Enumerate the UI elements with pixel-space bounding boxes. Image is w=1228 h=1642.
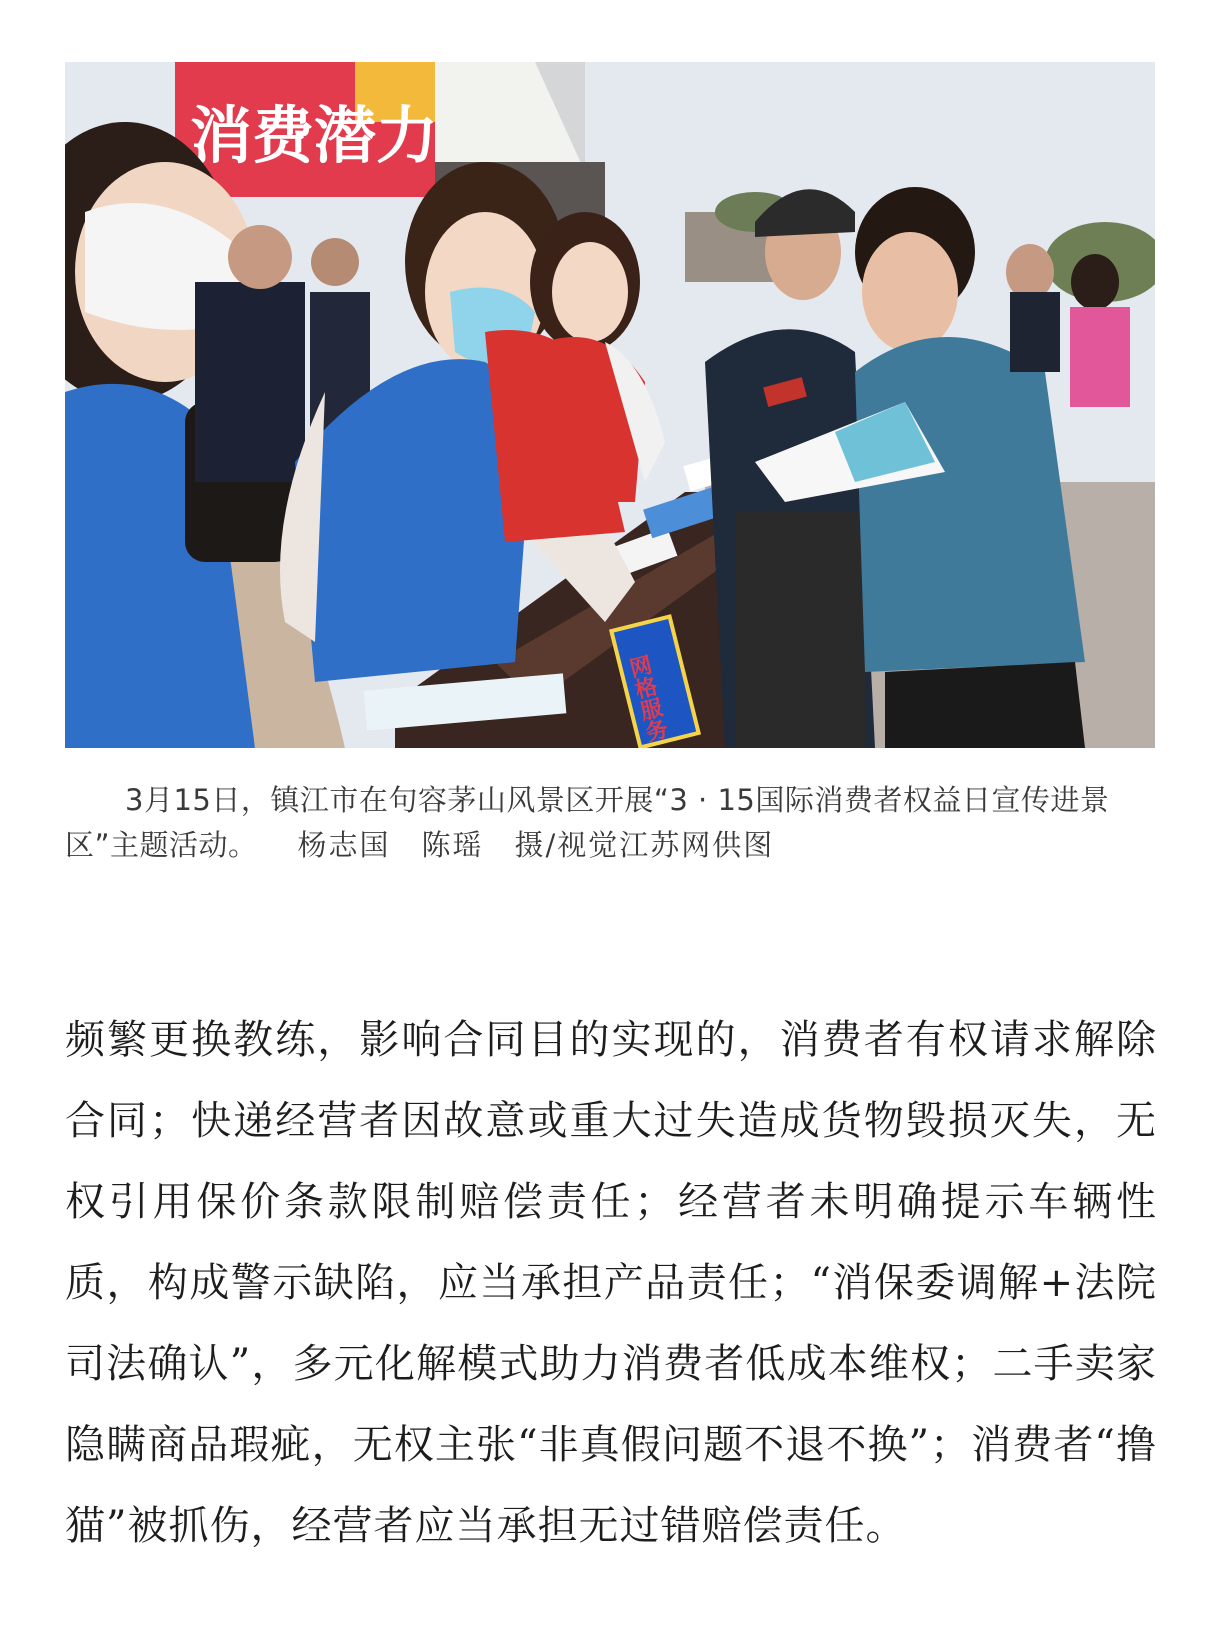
table-sign-label: 网格服务 bbox=[623, 652, 670, 745]
caption-text: 3月15日，镇江市在句容茅山风景区开展“3 · 15国际消费者权益日宣传进景区”主题活动。 bbox=[65, 783, 1110, 862]
photo-illustration bbox=[65, 62, 1155, 748]
article-paragraph: 频繁更换教练，影响合同目的实现的，消费者有权请求解除合同；快递经营者因故意或重大过失造成货物毁损灭失，无权引用保价条款限制赔偿责任；经营者未明确提示车辆性质，构成警示缺陷，应当承担产品责任；“消保委调解+法院司法确认”，多元化解模式助力消费者低成本维权；二手卖家隐瞒商品瑕疵，无权主张“非真假问题不退不换”；消费者“撸猫”被抓伤，经营者应当承担无过错赔偿责任。 bbox=[65, 1017, 1157, 1549]
banner-label: 消费潜力 bbox=[190, 99, 439, 172]
caption-credit: 杨志国 陈瑶 摄/视觉江苏网供图 bbox=[297, 828, 775, 862]
photo-caption bbox=[65, 778, 1157, 868]
news-photo bbox=[65, 62, 1155, 748]
